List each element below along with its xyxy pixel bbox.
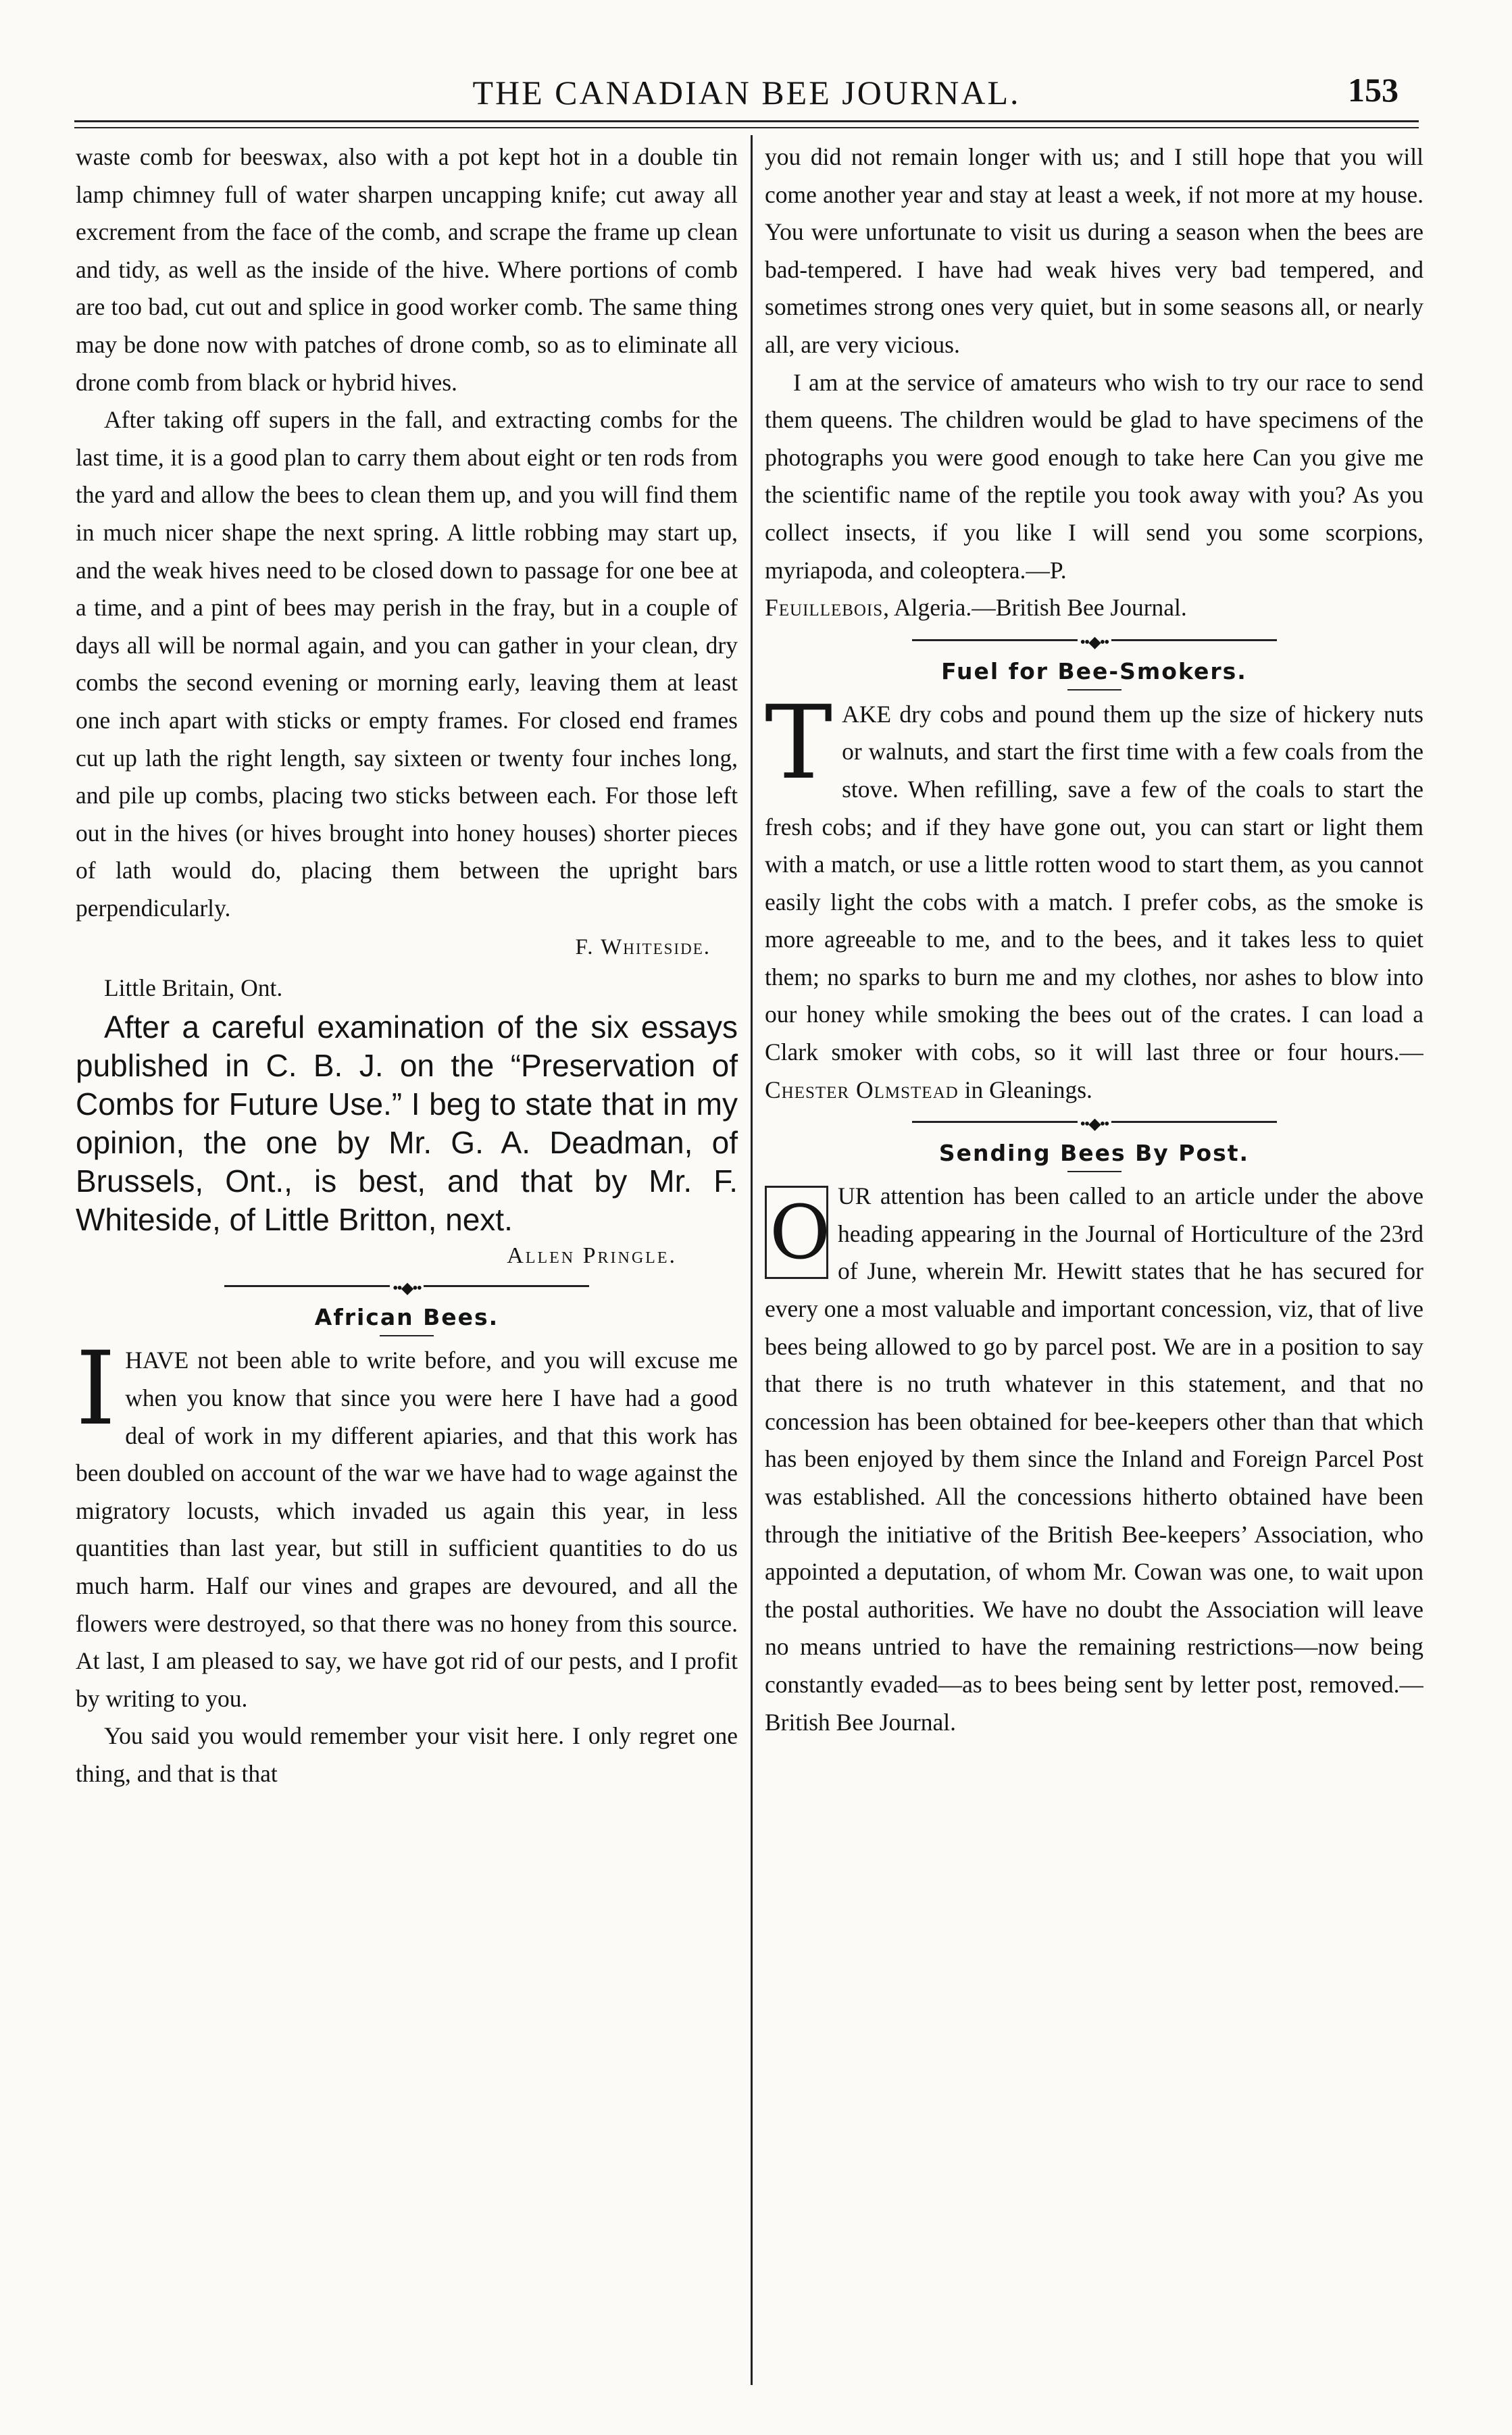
section-divider [765,633,1423,651]
section-divider [765,1115,1423,1134]
fuel-text: AKE dry cobs and pound them up the size of hickery nuts or walnuts, and start the first time with a few coals from the stove. When refilling, save a few of the coals to start the fresh cobs; and if they have gone out, you can start or light them with a match, or use a little rotten wood to start them, as you cannot easily light the cobs with a match. I prefer cobs, as the smoke is more agreeable to me, and to the bees, and it takes less to quiet them; no sparks to burn me and my clothes, nor ashes to blow into our honey while smoking the bees out of the crates. I can load a Clark smoker with cobs, so it will last three or four hours.— [765,700,1423,1066]
divider-ornament: ••◆•• [390,1278,424,1298]
drop-cap: T [765,695,833,802]
section-title-fuel: Fuel for Bee-Smokers. [941,657,1247,684]
title-underline [380,1335,434,1336]
column-divider [751,135,753,2385]
sending-bees-article [765,1178,1423,1741]
divider-ornament: ••◆•• [1077,1114,1111,1134]
african-bees-article [76,1342,738,1717]
judge-signature: Allen Pringle. [507,1243,677,1269]
section-divider [76,1282,738,1296]
attribution-source: in Gleanings. [958,1076,1092,1103]
title-underline [1067,1171,1122,1172]
author-signature: F. Whiteside. [575,935,711,960]
author-name: Chester Olmstead [765,1076,959,1103]
section-title-african-bees: African Bees. [314,1304,499,1331]
article-paragraph: you did not remain longer with us; and I still hope that you will come another year and stay at least a week, if not more at my house. You were unfortunate to visit us during a season when the bees are bad-tempered. I have had weak hives very bad tempered, and sometimes strong ones very quiet, but in some seasons all, or nearly all, are very vicious. [765,143,1423,358]
author-name: Feuillebois [765,594,884,622]
judge-statement: After a careful examination of the six essays published in C. B. J. on the “Preservation of Combs for Future Use.” I beg to state that in my opinion, the one by Mr. G. A. Deadman, of Brussels, Ont., is best, and that by Mr. F. Whiteside, of Little Britton, next. [76,1009,738,1238]
page-header [74,68,1419,122]
article-attribution [765,589,1423,627]
article-paragraph: waste comb for beeswax, also with a pot kept hot in a double tin lamp chimney full of water sharpen uncapping knife; cut away all excrement from the face of the comb, and scrape the frame up clean and tidy, as well as the inside of the hive. Where portions of comb are too bad, cut out and splice in good worker comb. The same thing may be done now with patches of drone comb, so as to eliminate all drone comb from black or hybrid hives. [76,143,738,396]
section-title-sending-bees: Sending Bees By Post. [938,1140,1250,1167]
page-number: 153 [1348,71,1398,109]
header-rule-secondary [74,127,1419,128]
article-paragraph [765,696,1423,1109]
author-location: Little Britain, Ont. [104,974,283,1002]
title-underline [1067,689,1122,691]
article-paragraph: UR attention has been called to an article under the above heading appearing in the Journal of Horticulture of the 23rd of June, wherein Mr. Hewitt states that he has secured for every one a most valuable and important concession, viz, that of live bees being allowed to go by parcel post. We are in a position to say that there is no truth whatever in this statement, and that no concession has been obtained for bee-keepers other than that which has been enjoyed by them since the Inland and Foreign Parcel Post was established. All the concessions hitherto obtained have been through the initiative of the British Bee-keepers’ Association, who appointed a deputation, of whom Mr. Cowan was one, to wait upon the postal authorities. We have no doubt the Association will leave no means untried to have the remaining restrictions—now being constantly evaded—as to bees being sent by letter post, removed.—British Bee Journal. [765,1182,1423,1736]
left-column [76,139,738,1793]
attribution-source: , Algeria.—British Bee Journal. [883,594,1187,622]
article-paragraph: After taking off supers in the fall, and extracting combs for the last time, it is a good plan to carry them about eight or ten rods from the yard and allow the bees to clean them up, and you will find them in much nicer shape the next spring. A little robbing may start up, and the weak hives need to be closed down to passage for one bee at a time, and a pint of bees may perish in the fray, but in a couple of days all will be normal again, and you can gather in your clean, dry combs the second evening or morning early, leaving them at least one inch apart with sticks or empty frames. For closed end frames cut up lath the right length, say sixteen or twenty four inches long, and pile up combs, placing two sticks between each. For those left out in the hives (or hives brought into honey houses) shorter pieces of lath would do, placing them between the upright bars perpendicularly. [76,406,738,922]
drop-cap: I [76,1342,116,1449]
right-column [765,139,1423,1741]
header-rule [74,120,1419,122]
divider-ornament: ••◆•• [1077,632,1111,652]
journal-title: THE CANADIAN BEE JOURNAL. [472,74,1021,111]
fuel-article [765,696,1423,1109]
article-paragraph: You said you would remember your visit here. I only regret one thing, and that is that [76,1722,738,1787]
article-paragraph: HAVE not been able to write before, and you will excuse me when you know that since you were here I have had a good deal of work in my different apiaries, and that this work has been doubled on account of the war we have had to wage against the migratory locusts, which invaded us again this year, in less quantities than last year, but still in sufficient quantities to do us much harm. Half our vines and grapes are devoured, and all the flowers were destroyed, so that there was no honey from this source. At last, I am pleased to say, we have got rid of our pests, and I profit by writing to you. [76,1347,738,1712]
article-paragraph: I am at the service of amateurs who wish to try our race to send them queens. The children would be glad to have specimens of the photographs you were good enough to take here Can you give me the scientific name of the reptile you took away with you? As you collect insects, if you like I will send you some scorpions, myriapoda, and coleoptera.—P. [765,368,1423,584]
drop-cap: O [765,1186,828,1279]
